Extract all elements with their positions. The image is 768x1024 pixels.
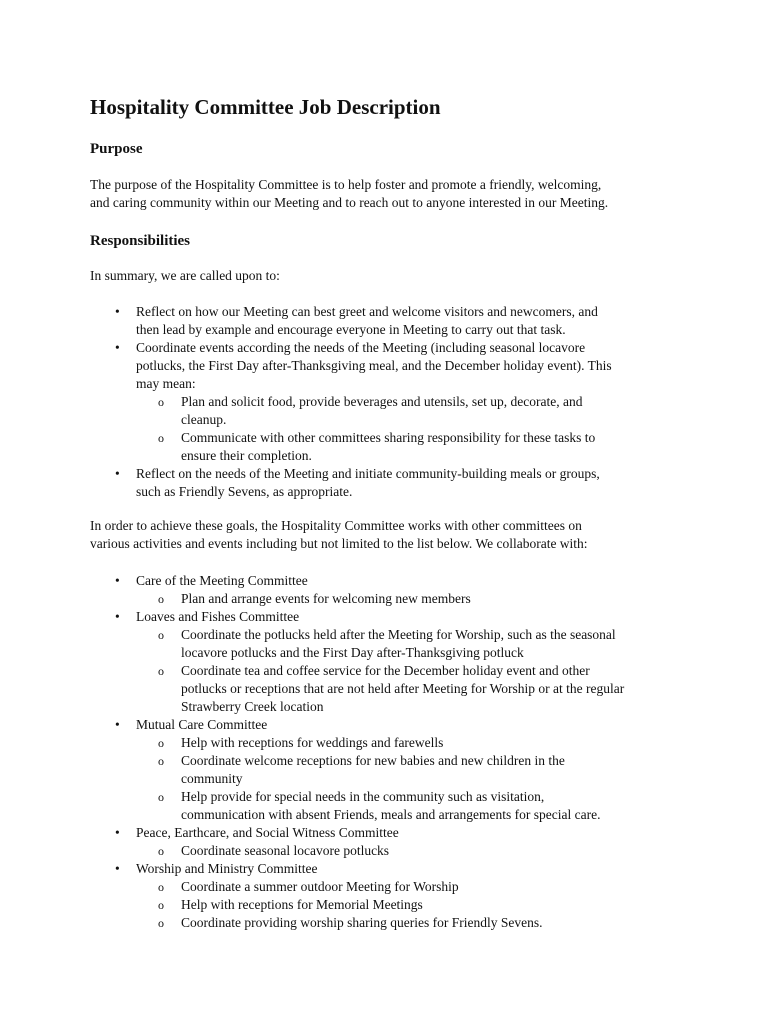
sub-list-item (181, 788, 600, 824)
collab-line: In order to achieve these goals, the Hospitality Committee works with other committees on (90, 518, 582, 533)
sub-bullet-icon: o (158, 790, 164, 804)
list-item-line: potlucks or receptions that are not held after Meeting for Worship or at the regular (181, 681, 625, 696)
sub-list-item (181, 393, 583, 429)
list-item-line: Coordinate tea and coffee service for the December holiday event and other (181, 663, 590, 678)
list-item (136, 716, 267, 734)
list-item-line: Help provide for special needs in the community such as visitation, (181, 789, 545, 804)
list-item-line: Coordinate providing worship sharing queries for Friendly Sevens. (181, 915, 543, 930)
sub-bullet-icon: o (158, 395, 164, 409)
sub-list-item (181, 878, 459, 896)
collab-line: various activities and events including but not limited to the list below. We collaborate with: (90, 536, 588, 551)
sub-list-item (181, 662, 624, 716)
list-item-line: communication with absent Friends, meals and arrangements for special care. (181, 807, 601, 822)
sub-list-item (181, 914, 542, 932)
sub-bullet-icon: o (158, 664, 164, 678)
list-item-line: ensure their completion. (181, 448, 312, 463)
bullet-icon: • (115, 609, 120, 624)
sub-bullet-icon: o (158, 736, 164, 750)
sub-bullet-icon: o (158, 628, 164, 642)
list-item-line: then lead by example and encourage everyone in Meeting to carry out that task. (136, 322, 566, 337)
list-item-line: Strawberry Creek location (181, 699, 324, 714)
list-item (136, 608, 299, 626)
collaboration-intro (90, 517, 690, 553)
list-item-line: Coordinate seasonal locavore potlucks (181, 843, 390, 858)
summary-intro-text: In summary, we are called upon to: (90, 268, 280, 283)
sub-bullet-icon: o (158, 916, 164, 930)
list-item-line: Reflect on how our Meeting can best greet and welcome visitors and newcomers, and (136, 304, 598, 319)
sub-bullet-icon: o (158, 754, 164, 768)
purpose-line: and caring community within our Meeting and to reach out to anyone interested in our Meeting. (90, 195, 609, 210)
list-item-line: Reflect on the needs of the Meeting and initiate community-building meals or groups, (136, 466, 600, 481)
list-item-line: Mutual Care Committee (136, 717, 268, 732)
list-item-line: Coordinate events according the needs of the Meeting (including seasonal locavore (136, 340, 586, 355)
list-item-line: Communicate with other committees sharing responsibility for these tasks to (181, 430, 596, 445)
sub-bullet-icon: o (158, 880, 164, 894)
list-item (136, 572, 308, 590)
bullet-icon: • (115, 340, 120, 355)
sub-list-item (181, 752, 565, 788)
list-item (136, 860, 318, 878)
sub-bullet-icon: o (158, 898, 164, 912)
sub-list-item (181, 590, 471, 608)
list-item (136, 824, 399, 842)
bullet-icon: • (115, 466, 120, 481)
list-item-line: such as Friendly Sevens, as appropriate. (136, 484, 353, 499)
sub-list-item (181, 429, 595, 465)
list-item-line: may mean: (136, 376, 196, 391)
sub-list-item (181, 626, 616, 662)
list-item-line: cleanup. (181, 412, 227, 427)
bullet-icon: • (115, 717, 120, 732)
purpose-heading: Purpose (90, 141, 143, 157)
list-item-line: potlucks, the First Day after-Thanksgiving meal, and the December holiday event). This (136, 358, 612, 373)
purpose-paragraph (90, 176, 690, 212)
list-item-line: Peace, Earthcare, and Social Witness Committee (136, 825, 399, 840)
sub-list-item (181, 896, 423, 914)
sub-bullet-icon: o (158, 844, 164, 858)
sub-list-item (181, 734, 443, 752)
sub-list-item (181, 842, 389, 860)
list-item-line: Loaves and Fishes Committee (136, 609, 300, 624)
list-item-line: community (181, 771, 243, 786)
responsibilities-heading: Responsibilities (90, 233, 191, 249)
list-item (136, 303, 598, 339)
bullet-icon: • (115, 861, 120, 876)
bullet-icon: • (115, 825, 120, 840)
bullet-icon: • (115, 304, 120, 319)
list-item-line: Coordinate welcome receptions for new babies and new children in the (181, 753, 565, 768)
sub-bullet-icon: o (158, 592, 164, 606)
list-item-line: Coordinate a summer outdoor Meeting for Worship (181, 879, 459, 894)
purpose-line: The purpose of the Hospitality Committee is to help foster and promote a friendly, welcoming, (90, 177, 602, 192)
list-item (136, 465, 600, 501)
list-item-line: Plan and arrange events for welcoming new members (181, 591, 471, 606)
list-item (136, 339, 612, 393)
document-title: Hospitality Committee Job Description (90, 95, 441, 119)
list-item-line: Care of the Meeting Committee (136, 573, 308, 588)
sub-bullet-icon: o (158, 431, 164, 445)
summary-intro (90, 267, 690, 285)
list-item-line: Coordinate the potlucks held after the Meeting for Worship, such as the seasonal (181, 627, 616, 642)
list-item-line: Worship and Ministry Committee (136, 861, 318, 876)
bullet-icon: • (115, 573, 120, 588)
list-item-line: Help with receptions for weddings and farewells (181, 735, 444, 750)
list-item-line: Help with receptions for Memorial Meetings (181, 897, 423, 912)
list-item-line: locavore potlucks and the First Day after-Thanksgiving potluck (181, 645, 524, 660)
list-item-line: Plan and solicit food, provide beverages and utensils, set up, decorate, and (181, 394, 583, 409)
